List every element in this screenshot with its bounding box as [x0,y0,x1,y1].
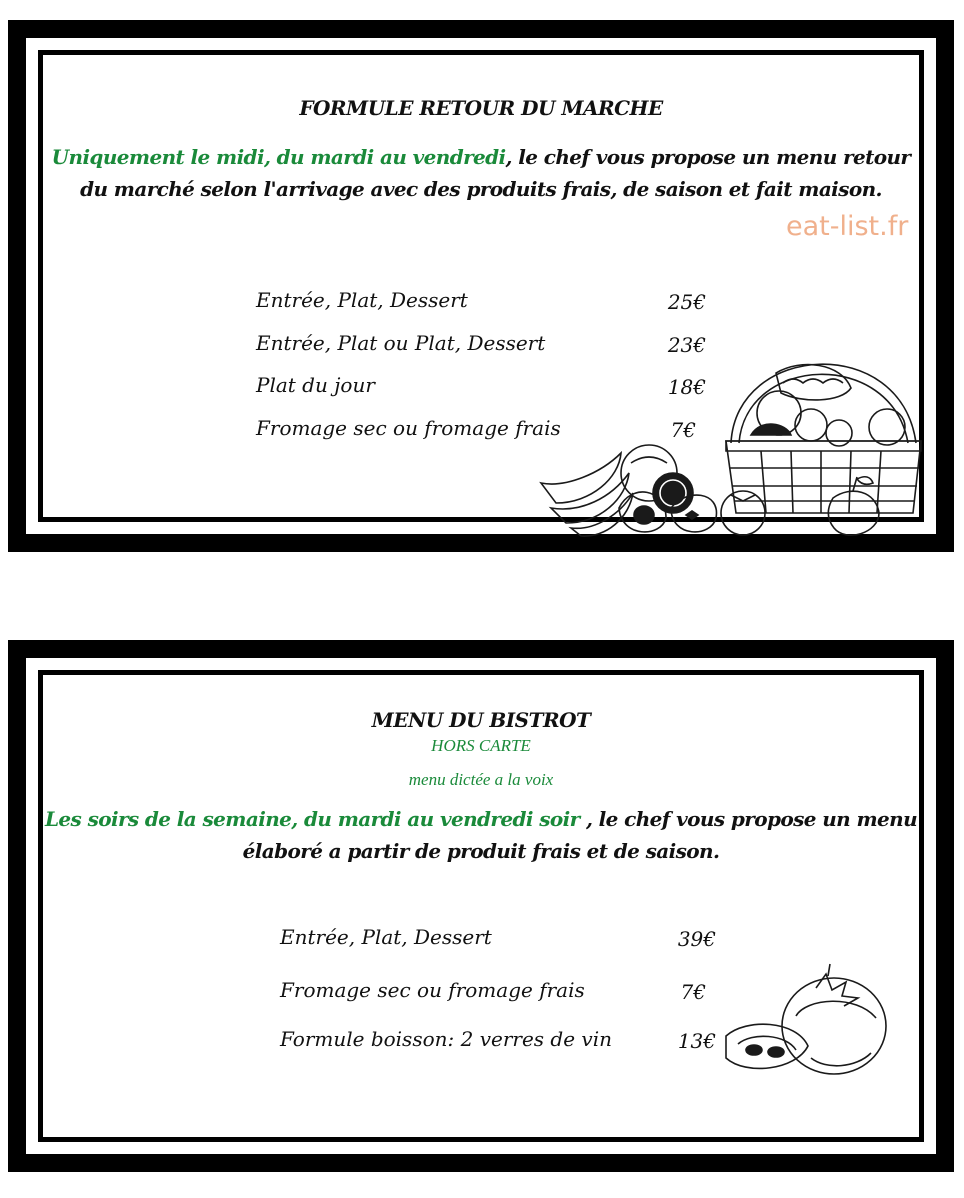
watermark: eat-list.fr [786,211,909,242]
formule-intro-text: , le chef vous propose un menu retour [505,145,911,169]
formule-item-label: Entrée, Plat ou Plat, Dessert [256,331,546,355]
bistrot-item-label: Formule boisson: 2 verres de vin [280,1027,612,1051]
bistrot-intro-text: , le chef vous propose un menu [579,807,918,831]
bistrot-item-label: Entrée, Plat, Dessert [280,925,492,949]
bistrot-subtitle-voice: menu dictée a la voix [408,770,554,789]
formule-card [8,20,954,552]
bistrot-intro-highlight: Les soirs de la semaine, du mardi au vendredi soir [44,807,580,831]
formule-title: FORMULE RETOUR DU MARCHE [299,96,663,120]
formule-item-price: 23€ [667,333,706,357]
bistrot-intro [26,803,936,867]
formule-item-label: Fromage sec ou fromage frais [256,416,561,440]
tomato-icon [716,958,896,1098]
formule-item-price: 7€ [670,418,696,442]
bistrot-item-price: 13€ [677,1029,716,1053]
bistrot-item-label: Fromage sec ou fromage frais [280,978,585,1002]
bistrot-item-price: 7€ [680,980,706,1004]
bistrot-intro-line2: élaboré a partir de produit frais et de saison. [242,839,720,863]
formule-item-price: 18€ [667,375,706,399]
bistrot-subtitle: HORS CARTE [431,736,531,755]
bistrot-title: MENU DU BISTROT [371,708,591,732]
formule-item-label: Plat du jour [256,373,375,397]
fruit-basket-icon [521,323,931,538]
bistrot-item-price: 39€ [677,927,716,951]
formule-item-price: 25€ [667,290,706,314]
formule-intro-highlight: Uniquement le midi, du mardi au vendredi [51,145,506,169]
formule-intro-line2: du marché selon l'arrivage avec des produits frais, de saison et fait maison. [80,177,882,201]
bistrot-card [8,640,954,1172]
formule-intro [26,141,936,205]
formule-item-label: Entrée, Plat, Dessert [256,288,468,312]
